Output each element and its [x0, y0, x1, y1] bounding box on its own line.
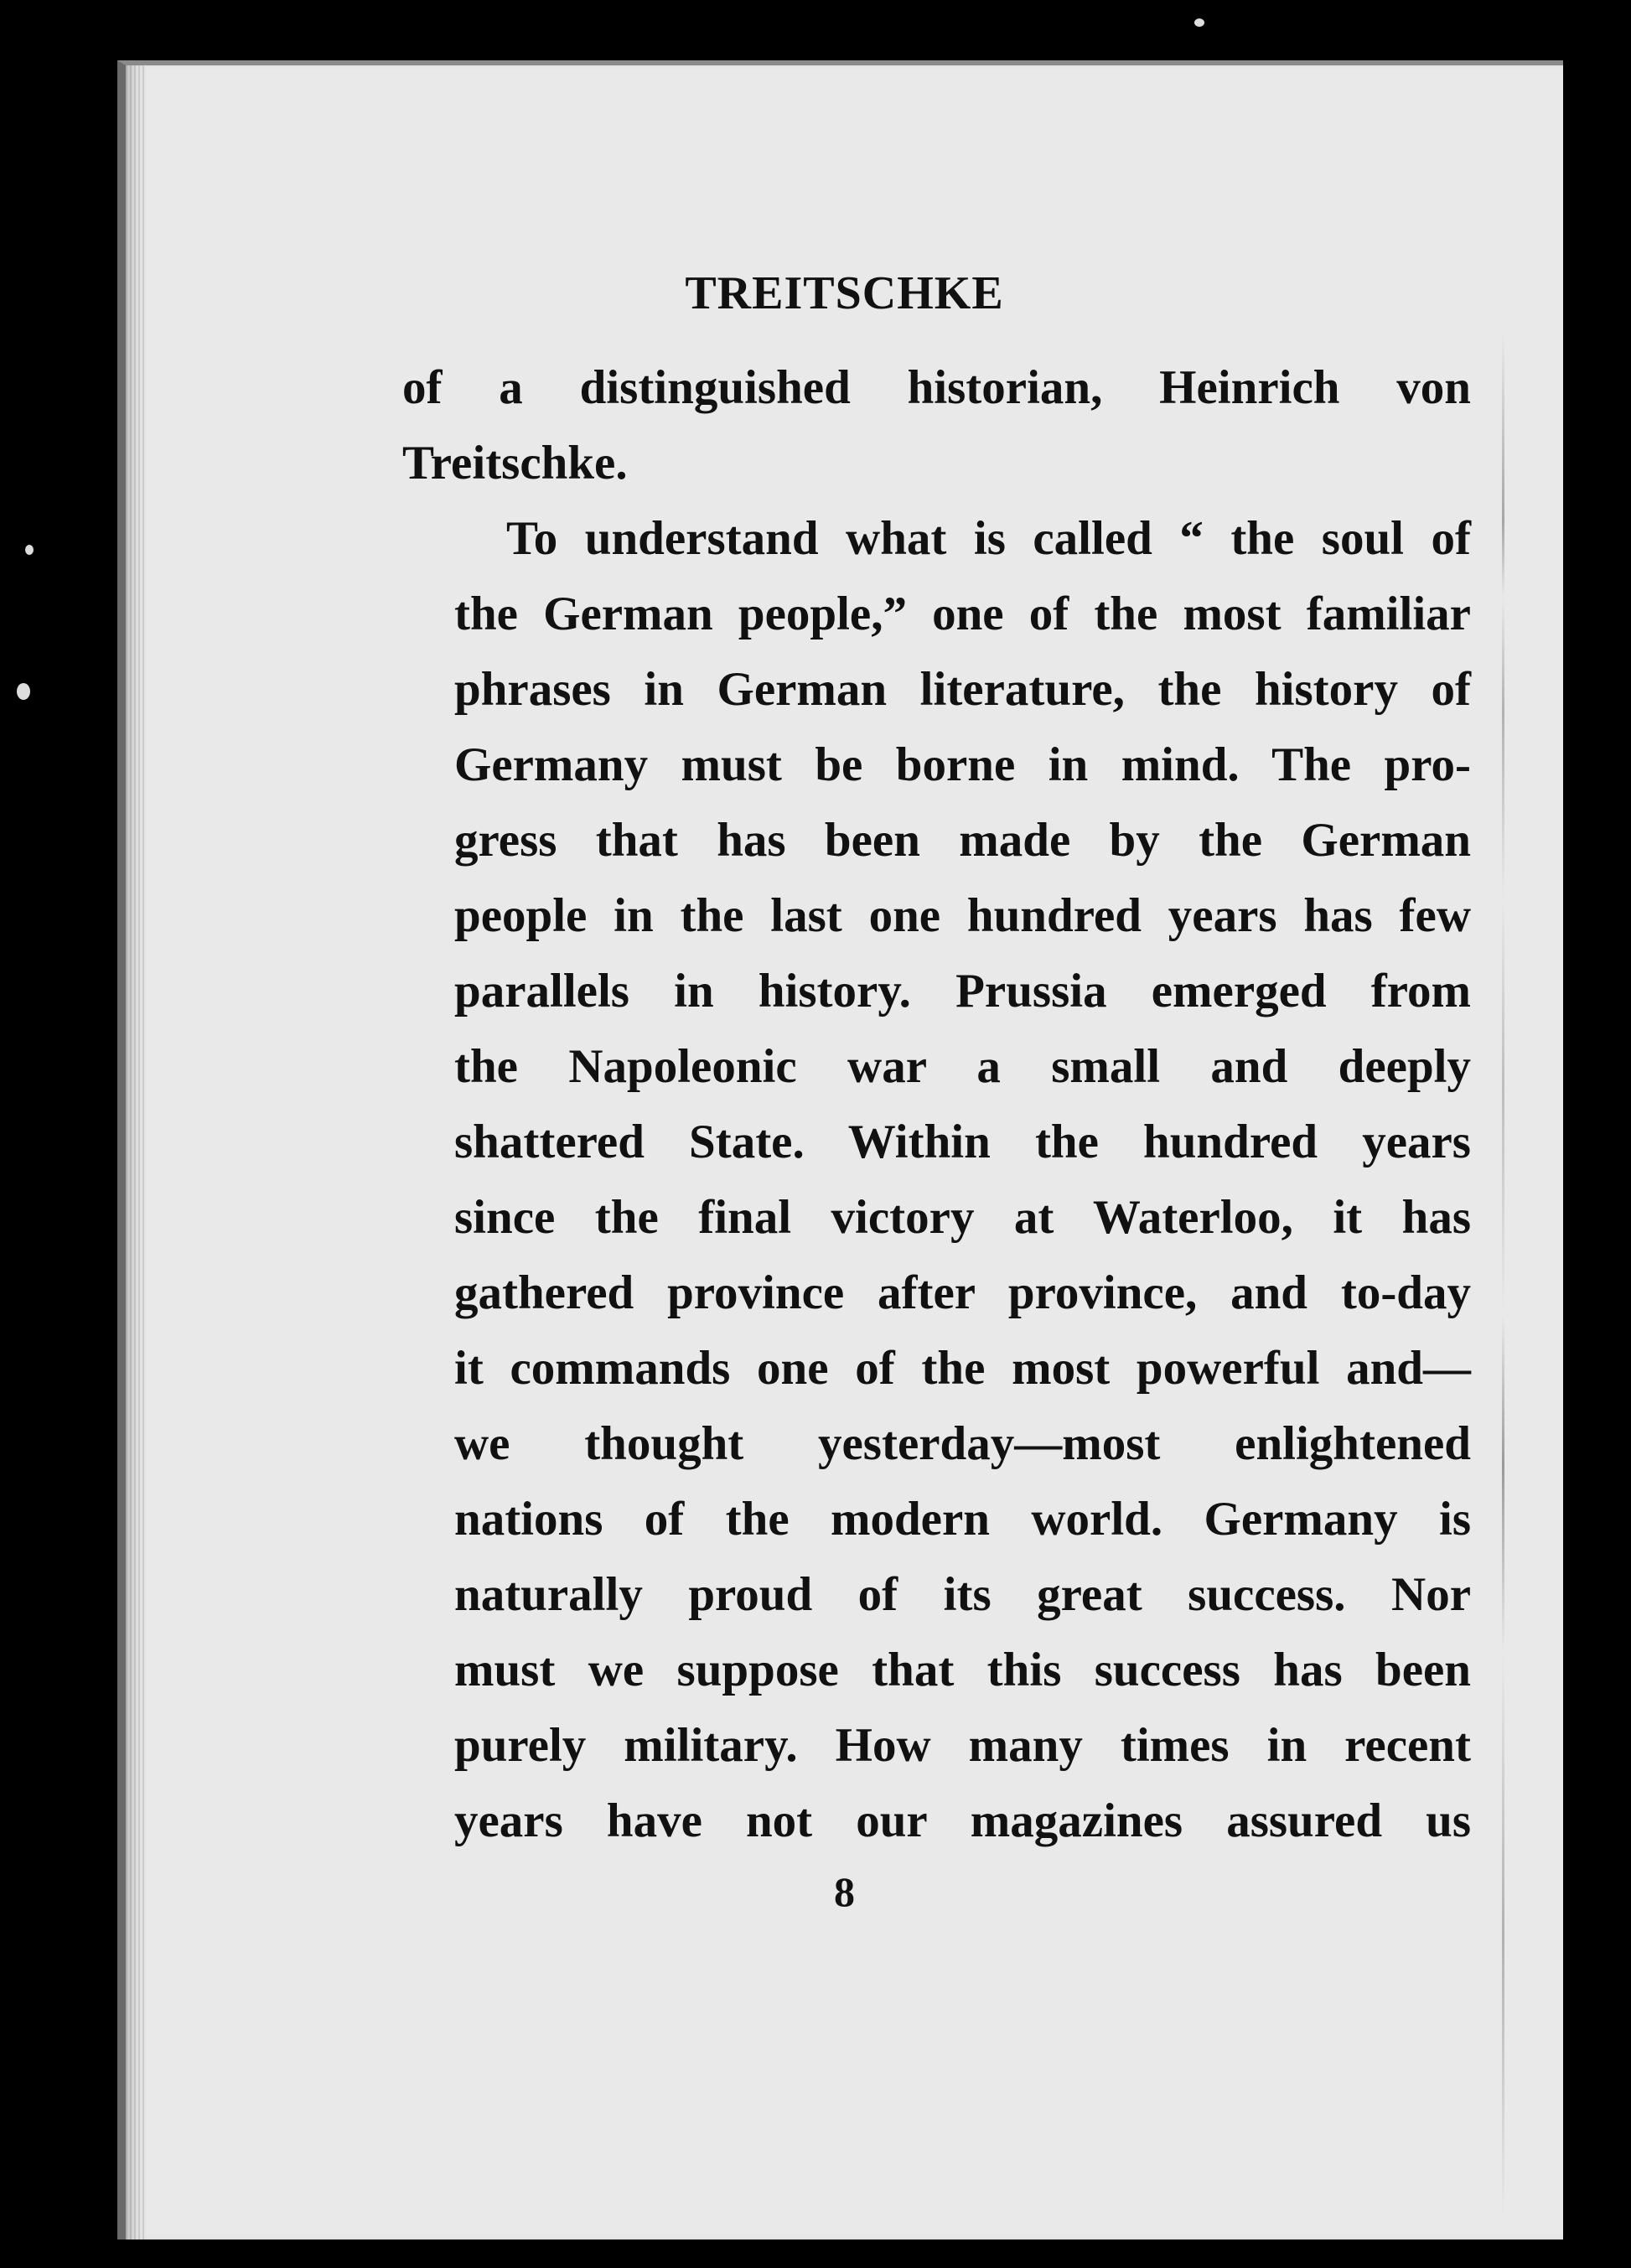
text-line: the German people,” one of the most familiar — [454, 588, 1471, 640]
text-line: must we suppose that this success has been — [454, 1644, 1471, 1696]
text-line: Germany must be borne in mind. The pro- — [454, 738, 1471, 791]
page-number: 8 — [834, 1868, 855, 1915]
paragraph-continued — [402, 350, 1471, 501]
scan-speck — [25, 545, 34, 555]
text-line: gathered province after province, and to-day — [454, 1266, 1471, 1319]
text-line: Treitschke. — [402, 437, 628, 489]
text-line: naturally proud of its great success. Nor — [454, 1568, 1471, 1621]
text-line: we thought yesterday—most enlightened — [454, 1417, 1471, 1470]
text-line: of a distinguished historian, Heinrich von — [402, 361, 1471, 414]
text-line: since the final victory at Waterloo, it has — [454, 1191, 1471, 1244]
text-line: purely military. How many times in recent — [454, 1719, 1471, 1772]
page-edge-marks — [1502, 334, 1504, 2219]
body-text — [402, 350, 1471, 1859]
scan-speck — [17, 683, 30, 700]
text-line: years have not our magazines assured us — [454, 1794, 1471, 1847]
text-line: phrases in German literature, the history of — [454, 663, 1471, 716]
text-line: gress that has been made by the German — [454, 814, 1471, 867]
text-line: nations of the modern world. Germany is — [454, 1493, 1471, 1546]
book-page — [117, 60, 1563, 2240]
text-line: it commands one of the most powerful and— — [454, 1342, 1471, 1395]
text-line: To understand what is called “ the soul of — [506, 512, 1471, 565]
scan-speck — [1194, 18, 1204, 27]
text-line: people in the last one hundred years has few — [454, 889, 1471, 942]
text-line: parallels in history. Prussia emerged from — [454, 965, 1471, 1017]
running-head: TREITSCHKE — [685, 267, 1004, 319]
paragraph — [402, 501, 1471, 1859]
text-line: shattered State. Within the hundred years — [454, 1116, 1471, 1168]
text-line: the Napoleonic war a small and deeply — [454, 1040, 1471, 1093]
